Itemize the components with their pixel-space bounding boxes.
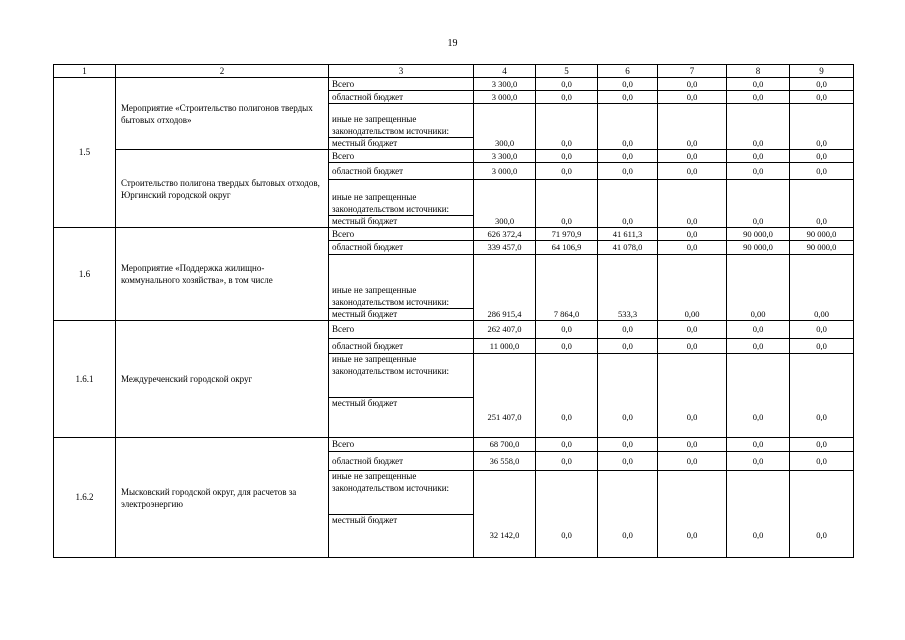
value-cell: 0,0 <box>598 452 658 471</box>
value-cell: 0,0 <box>598 150 658 163</box>
value-cell: 0,0 <box>536 471 598 558</box>
source-label: местный бюджет <box>329 216 474 228</box>
value-cell: 0,0 <box>536 104 598 150</box>
value-cell: 0,0 <box>658 228 727 241</box>
row-description: Мероприятие «Поддержка жилищно-коммунального хозяйства», в том числе <box>116 228 329 321</box>
value-cell: 0,0 <box>658 241 727 255</box>
value-cell: 0,0 <box>536 150 598 163</box>
row-description: Междуреченский городской округ <box>116 321 329 438</box>
value-cell: 0,0 <box>536 163 598 180</box>
row-code: 1.6.2 <box>54 438 116 558</box>
value-cell: 339 457,0 <box>474 241 536 255</box>
value-cell: 0,0 <box>536 91 598 104</box>
value-cell: 0,0 <box>536 321 598 339</box>
value-cell: 626 372,4 <box>474 228 536 241</box>
source-label: иные не запрещенные законодательством источники: <box>329 471 474 515</box>
table-row <box>54 78 854 91</box>
source-label: иные не запрещенные законодательством источники: <box>329 180 474 216</box>
value-cell: 0,0 <box>598 180 658 228</box>
value-cell: 0,0 <box>727 104 790 150</box>
value-cell: 41 611,3 <box>598 228 658 241</box>
source-label: Всего <box>329 78 474 91</box>
value-cell: 0,0 <box>790 438 854 452</box>
value-cell: 32 142,0 <box>474 471 536 558</box>
value-cell: 0,0 <box>658 104 727 150</box>
row-description: Мысковский городской округ, для расчетов за электроэнергию <box>116 438 329 558</box>
value-cell: 0,00 <box>658 255 727 321</box>
row-code: 1.6.1 <box>54 321 116 438</box>
value-cell: 300,0 <box>474 104 536 150</box>
source-label: Всего <box>329 438 474 452</box>
source-label: местный бюджет <box>329 515 474 558</box>
value-cell: 68 700,0 <box>474 438 536 452</box>
value-cell: 0,0 <box>790 471 854 558</box>
header-cell: 3 <box>329 65 474 78</box>
value-cell: 0,0 <box>790 339 854 354</box>
value-cell: 0,0 <box>598 91 658 104</box>
value-cell: 3 000,0 <box>474 163 536 180</box>
value-cell: 0,0 <box>598 354 658 438</box>
source-label: иные не запрещенные законодательством источники: <box>329 255 474 309</box>
value-cell: 0,0 <box>790 150 854 163</box>
table-row <box>54 150 854 163</box>
source-label: местный бюджет <box>329 309 474 321</box>
header-row <box>54 65 854 78</box>
source-label: Всего <box>329 228 474 241</box>
value-cell: 3 300,0 <box>474 78 536 91</box>
value-cell: 0,0 <box>658 321 727 339</box>
header-cell: 7 <box>658 65 727 78</box>
value-cell: 0,0 <box>727 91 790 104</box>
source-label: Всего <box>329 321 474 339</box>
value-cell: 0,0 <box>598 321 658 339</box>
value-cell: 0,0 <box>790 354 854 438</box>
value-cell: 286 915,4 <box>474 255 536 321</box>
value-cell: 0,0 <box>658 78 727 91</box>
value-cell: 0,0 <box>790 180 854 228</box>
header-cell: 8 <box>727 65 790 78</box>
value-cell: 71 970,9 <box>536 228 598 241</box>
value-cell: 0,0 <box>598 163 658 180</box>
value-cell: 0,0 <box>790 91 854 104</box>
row-description: Мероприятие «Строительство полигонов твердых бытовых отходов» <box>116 78 329 150</box>
value-cell: 0,0 <box>598 438 658 452</box>
value-cell: 0,0 <box>536 452 598 471</box>
source-label: местный бюджет <box>329 398 474 438</box>
value-cell: 0,0 <box>727 78 790 91</box>
value-cell: 36 558,0 <box>474 452 536 471</box>
value-cell: 0,0 <box>727 339 790 354</box>
value-cell: 0,00 <box>727 255 790 321</box>
value-cell: 0,0 <box>727 150 790 163</box>
value-cell: 0,0 <box>790 321 854 339</box>
page-number: 19 <box>447 38 458 49</box>
value-cell: 533,3 <box>598 255 658 321</box>
table-row <box>54 438 854 452</box>
value-cell: 262 407,0 <box>474 321 536 339</box>
table-row <box>54 228 854 241</box>
source-label: областной бюджет <box>329 163 474 180</box>
value-cell: 0,0 <box>790 104 854 150</box>
value-cell: 7 864,0 <box>536 255 598 321</box>
row-description: Строительство полигона твердых бытовых отходов, Юргинский городской округ <box>116 150 329 228</box>
value-cell: 0,0 <box>658 354 727 438</box>
source-label: областной бюджет <box>329 241 474 255</box>
source-label: областной бюджет <box>329 91 474 104</box>
value-cell: 0,0 <box>536 438 598 452</box>
header-cell: 5 <box>536 65 598 78</box>
budget-table <box>53 64 854 558</box>
source-label: иные не запрещенные законодательством источники: <box>329 354 474 398</box>
value-cell: 11 000,0 <box>474 339 536 354</box>
row-code: 1.6 <box>54 228 116 321</box>
source-label: иные не запрещенные законодательством источники: <box>329 104 474 138</box>
value-cell: 0,0 <box>790 163 854 180</box>
value-cell: 0,0 <box>658 150 727 163</box>
value-cell: 0,0 <box>790 452 854 471</box>
value-cell: 90 000,0 <box>790 228 854 241</box>
header-cell: 1 <box>54 65 116 78</box>
value-cell: 0,0 <box>658 452 727 471</box>
source-label: Всего <box>329 150 474 163</box>
value-cell: 0,0 <box>598 104 658 150</box>
header-cell: 9 <box>790 65 854 78</box>
value-cell: 0,0 <box>598 471 658 558</box>
value-cell: 90 000,0 <box>790 241 854 255</box>
value-cell: 0,0 <box>727 471 790 558</box>
value-cell: 3 000,0 <box>474 91 536 104</box>
value-cell: 0,0 <box>727 163 790 180</box>
header-cell: 2 <box>116 65 329 78</box>
value-cell: 0,0 <box>658 163 727 180</box>
value-cell: 3 300,0 <box>474 150 536 163</box>
value-cell: 0,0 <box>790 78 854 91</box>
value-cell: 0,0 <box>658 91 727 104</box>
source-label: местный бюджет <box>329 138 474 150</box>
value-cell: 0,0 <box>536 180 598 228</box>
value-cell: 0,0 <box>658 339 727 354</box>
value-cell: 90 000,0 <box>727 228 790 241</box>
value-cell: 0,0 <box>658 471 727 558</box>
value-cell: 0,0 <box>536 354 598 438</box>
value-cell: 64 106,9 <box>536 241 598 255</box>
value-cell: 0,0 <box>727 354 790 438</box>
value-cell: 0,0 <box>598 78 658 91</box>
value-cell: 0,0 <box>727 438 790 452</box>
value-cell: 0,0 <box>727 180 790 228</box>
value-cell: 0,0 <box>727 321 790 339</box>
value-cell: 90 000,0 <box>727 241 790 255</box>
row-code: 1.5 <box>54 78 116 228</box>
value-cell: 0,0 <box>536 78 598 91</box>
table-row <box>54 321 854 339</box>
value-cell: 0,00 <box>790 255 854 321</box>
value-cell: 0,0 <box>658 438 727 452</box>
value-cell: 41 078,0 <box>598 241 658 255</box>
value-cell: 0,0 <box>598 339 658 354</box>
value-cell: 0,0 <box>658 180 727 228</box>
source-label: областной бюджет <box>329 452 474 471</box>
header-cell: 6 <box>598 65 658 78</box>
source-label: областной бюджет <box>329 339 474 354</box>
value-cell: 251 407,0 <box>474 354 536 438</box>
header-cell: 4 <box>474 65 536 78</box>
value-cell: 300,0 <box>474 180 536 228</box>
value-cell: 0,0 <box>727 452 790 471</box>
value-cell: 0,0 <box>536 339 598 354</box>
